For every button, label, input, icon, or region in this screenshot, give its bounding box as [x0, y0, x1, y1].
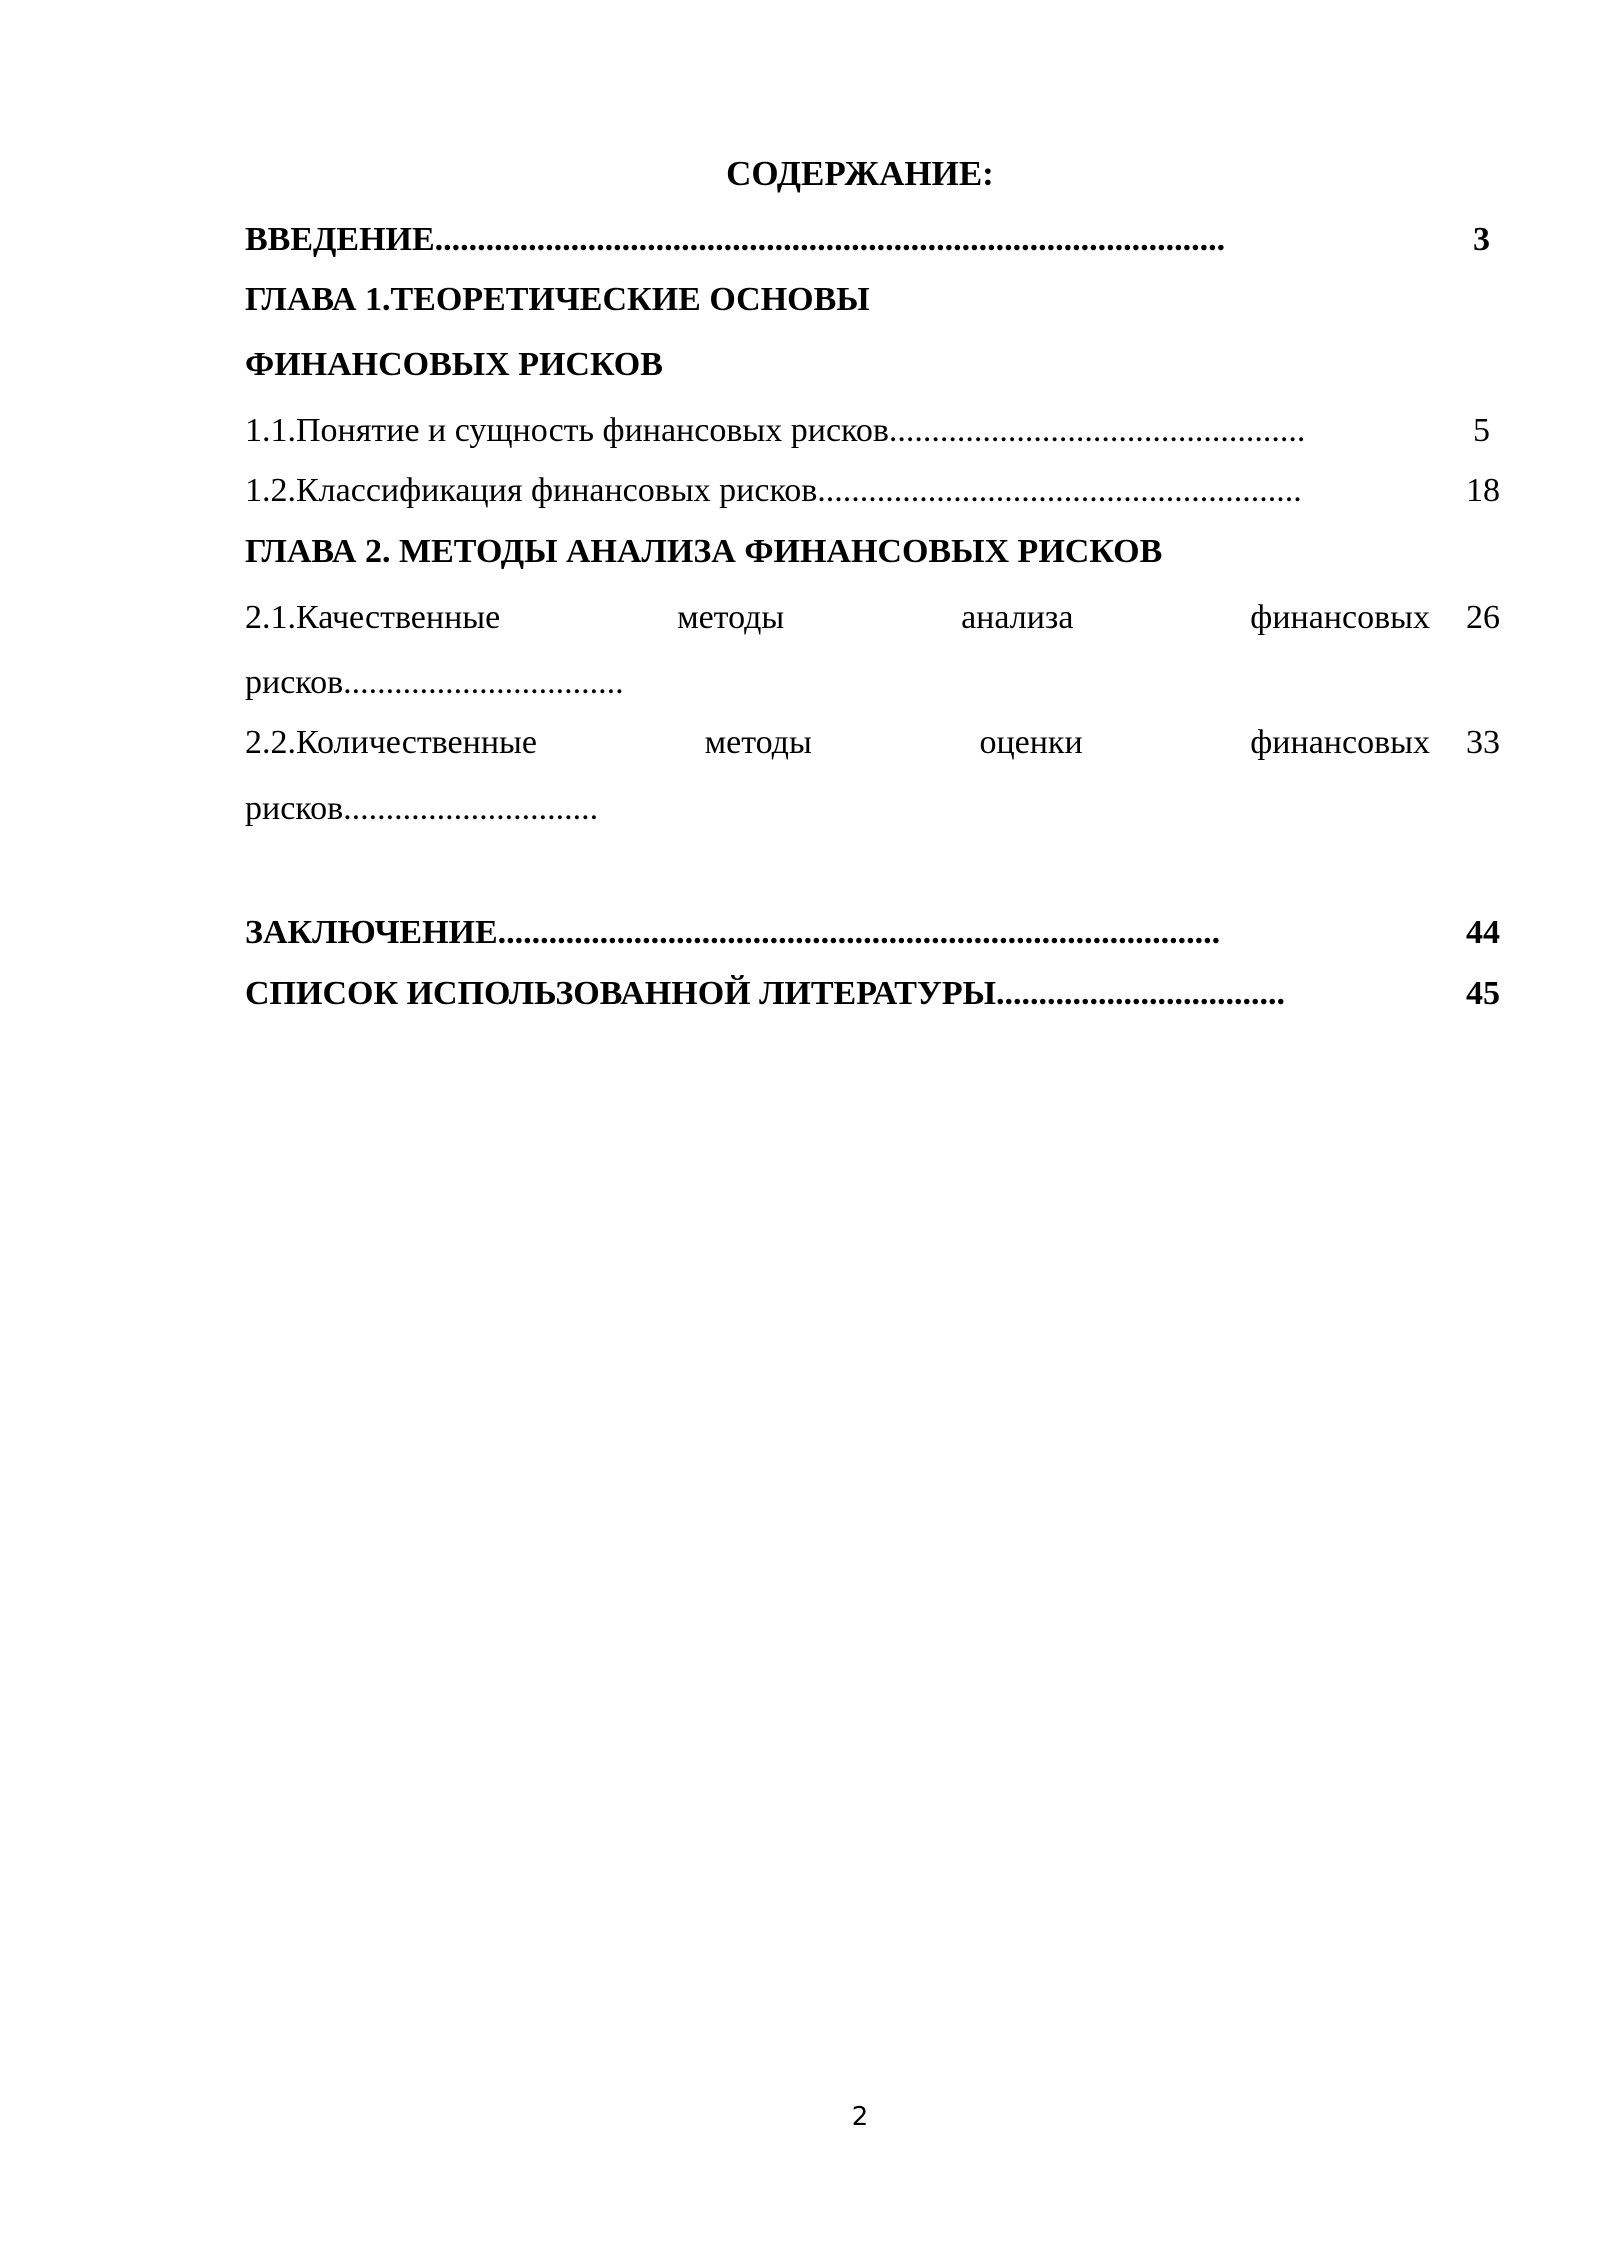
word: 2.2.Количественные	[245, 724, 537, 761]
toc-entry-text: рисков.................................	[245, 664, 624, 701]
toc-heading: СОДЕРЖАНИЕ:	[726, 154, 994, 193]
chapter-title: ФИНАНСОВЫХ РИСКОВ	[245, 346, 663, 383]
word: финансовых	[1250, 724, 1430, 761]
word: методы	[677, 599, 785, 636]
chapter-title: ГЛАВА 1.ТЕОРЕТИЧЕСКИЕ ОСНОВЫ	[245, 281, 870, 318]
toc-entry-page: 18	[1466, 472, 1500, 509]
toc-entry-page: 26	[1466, 599, 1500, 636]
toc-entry-text: рисков..............................	[245, 790, 599, 827]
word: финансовых	[1250, 599, 1430, 636]
toc-entry-page: 45	[1466, 975, 1500, 1012]
word: анализа	[961, 599, 1074, 636]
word: оценки	[979, 724, 1083, 761]
toc-entry-page: 44	[1466, 914, 1500, 951]
toc-entry-text-justified	[245, 721, 1430, 765]
toc-entry-text: 1.2.Классификация финансовых рисков.........................................................	[245, 472, 1302, 509]
toc-entry-text-justified	[245, 596, 1430, 640]
toc-entry-text: 1.1.Понятие и сущность финансовых рисков.................................................	[245, 412, 1306, 449]
toc-entry-text: ВВЕДЕНИЕ.............................................................................................	[245, 221, 1226, 258]
toc-entry-page: 3	[1473, 221, 1490, 258]
word: 2.1.Качественные	[245, 599, 501, 636]
word: методы	[704, 724, 812, 761]
page-number: 2	[851, 2102, 869, 2132]
toc-entry-text: СПИСОК ИСПОЛЬЗОВАННОЙ ЛИТЕРАТУРЫ..................................	[245, 975, 1285, 1012]
toc-entry-page: 33	[1466, 724, 1500, 761]
toc-entry-page: 5	[1473, 412, 1490, 449]
toc-entry-text: ЗАКЛЮЧЕНИЕ.....................................................................................	[245, 914, 1221, 951]
chapter-title: ГЛАВА 2. МЕТОДЫ АНАЛИЗА ФИНАНСОВЫХ РИСКОВ	[245, 533, 1163, 570]
